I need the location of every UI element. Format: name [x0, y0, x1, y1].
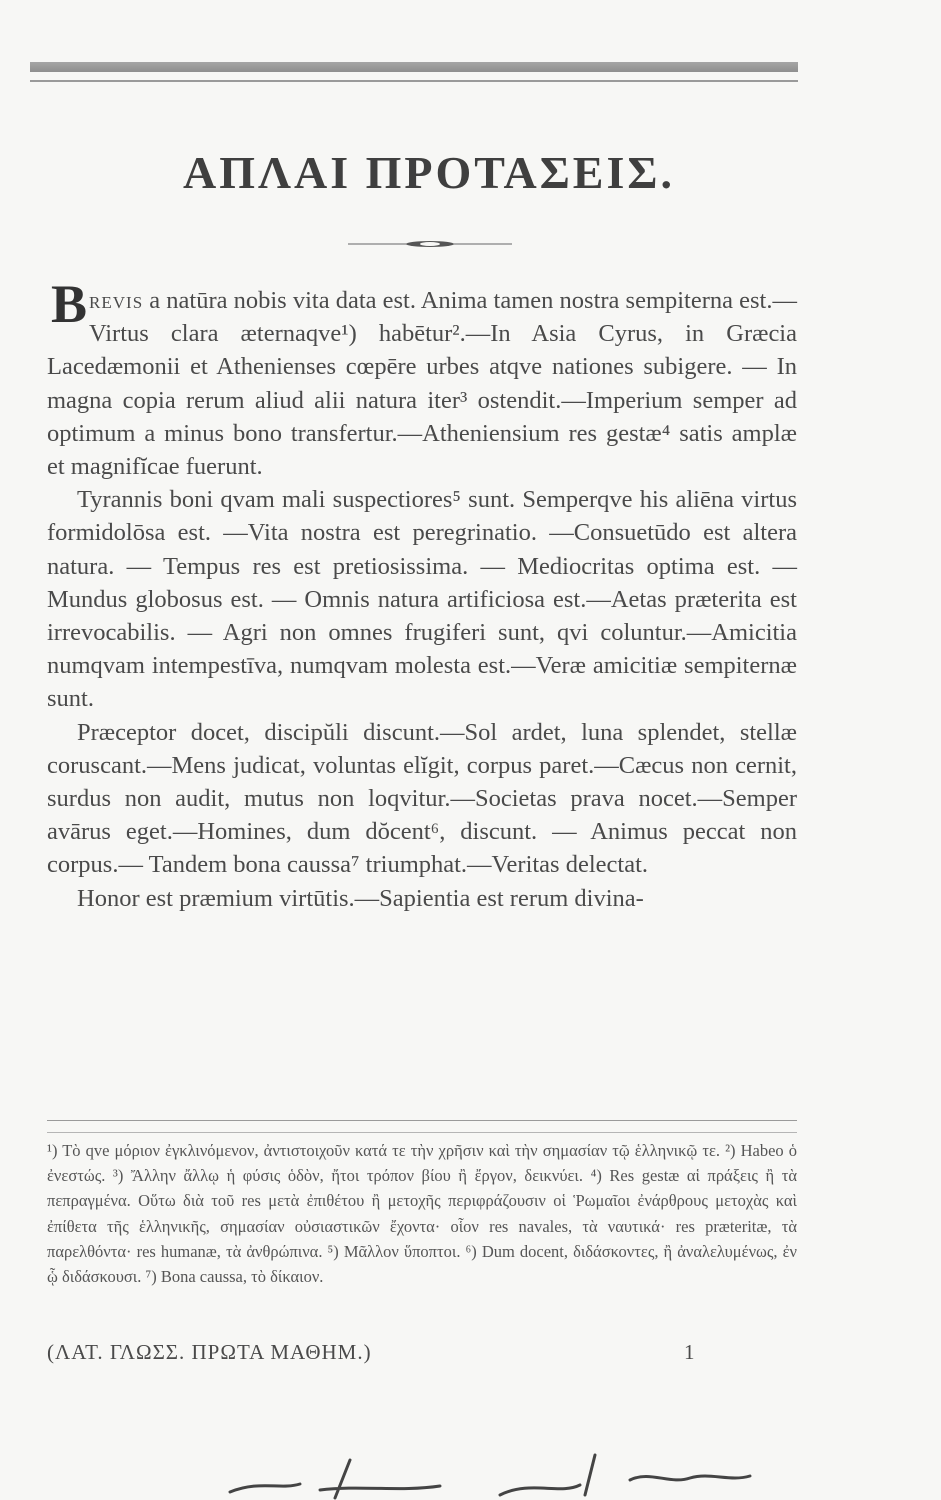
paragraph-1 [47, 274, 797, 483]
paragraph-4: Honor est præmium virtūtis.—Sapientia est rerum divina- [77, 884, 644, 912]
footnote-rule-secondary [47, 1132, 797, 1133]
first-word: revis [89, 287, 144, 314]
handwritten-signature-icon [200, 1440, 760, 1500]
paragraph-1-text: a natūra nobis vita data est. Anima tamen nostra sempiterna est.—Virtus clara æternaqve¹) habētur².—In Asia Cyrus, in Græcia Lacedæmonii et Athenienses cœpēre urbes atqve nationes subigere. — In magna copia rerum aliud alii natura iter³ ostendit.—Imperium semper ad optimum a minus bono transfertur.—Atheniensium res gestæ⁴ satis amplæ et magnifĭcae fuerunt. [47, 287, 797, 481]
main-text [47, 274, 797, 915]
drop-cap: B [51, 274, 88, 334]
ornament-divider-icon [348, 240, 512, 248]
running-footer: (ΛΑΤ. ΓΛΩΣΣ. ΠΡΩΤΑ ΜΑΘΗΜ.) [47, 1340, 372, 1364]
page-title: ΑΠΛΑΙ ΠΡΟΤΑΣΕΙΣ. [183, 147, 675, 198]
page-number: 1 [684, 1340, 695, 1364]
header-rule-thick [30, 62, 798, 72]
paragraph-3: Præceptor docet, discipŭli discunt.—Sol ardet, luna splendet, stellæ coruscant.—Mens judicat, voluntas elĭgit, corpus paret.—Cæcus non cernit, surdus non audit, mutus non loqvitur.—Societas prava nocet.—Semper avārus eget.—Homines, dum dŏcent⁶, discunt. — Animus peccat non corpus.— Tandem bona caussa⁷ triumphat.—Veritas delectat. [47, 718, 797, 879]
footnotes: ¹) Τὸ qve μόριον ἐγκλινόμενον, ἀντιστοιχοῦν κατά τε τὴν χρῆσιν καὶ τὴν σημασίαν τῷ ἑλληνικῷ τε. ²) Habeo ὁ ἐνεστώς. ³) Ἄλλην ἄλλῳ ἡ φύσις ὁδὸν, ἤτοι τρόπον βίου ἢ ἔργον, δεικνύει. ⁴) Res gestæ αἱ πράξεις ἢ τὰ πεπραγμένα. Οὕτω διὰ τοῦ res μετὰ ἐπιθέτου ἢ μετοχῆς περιφράζουσιν οἱ Ῥωμαῖοι ἐνάρθρους μετοχὰς καὶ ἐπίθετα τῆς ἑλληνικῆς, σημασίαν οὐσιαστικῶν ἔχοντα· οἷον res navales, τὰ ναυτικά· res præteritæ, τὰ παρελθόντα· res humanæ, τὰ ἀνθρώπινα. ⁵) Μᾶλλον ὕποπτοι. ⁶) Dum docent, διδάσκοντες, ἢ ἀναλελυμένως, ἐν ᾧ διδάσκουσι. ⁷) Bona caussa, τὸ δίκαιον. [47, 1141, 797, 1287]
paragraph-2: Tyrannis boni qvam mali suspectiores⁵ sunt. Semperqve his aliēna virtus formidolōsa est. —Vita nostra est peregrinatio. —Consuetūdo est altera natura. — Tempus res est pretiosissima. — Mediocritas optima est. — Mundus globosus est. — Omnis natura artificiosa est.—Aetas præterita est irrevocabilis. — Agri non omnes frugiferi sunt, qvi coluntur.—Amicitia numqvam intempestīva, numqvam molesta est.—Veræ amicitiæ sempiternæ sunt. [47, 486, 797, 713]
footnote-rule [47, 1120, 797, 1121]
header-rule-thin [30, 80, 798, 82]
